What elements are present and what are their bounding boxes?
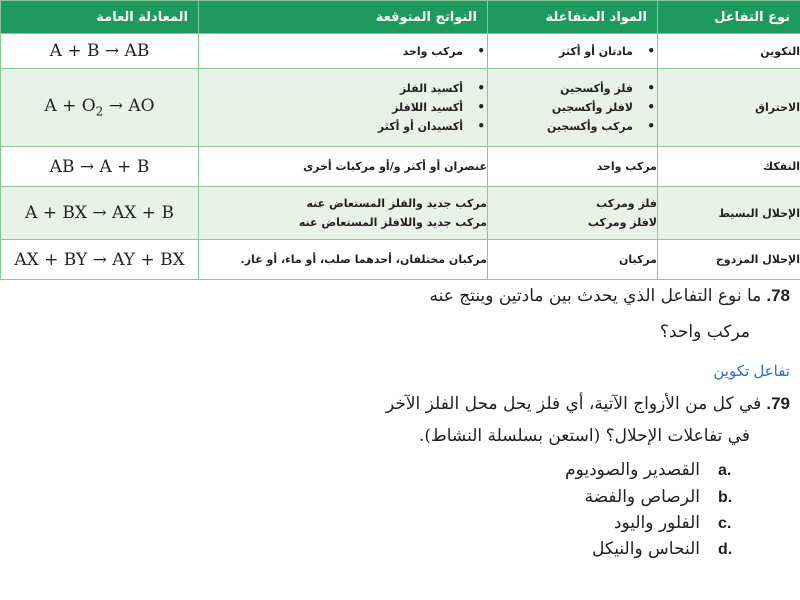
question-79-line2: في تفاعلات الإحلال؟ (استعن بسلسلة النشاط). — [418, 426, 750, 446]
question-78-line2: مركب واحد؟ — [659, 322, 750, 342]
reactants-cell — [488, 240, 658, 280]
list-item: • مركب وأكسجين — [488, 117, 657, 136]
plain-line: مركب جديد والفلز المستعاض عنه — [306, 197, 487, 210]
plain-line: فلز ومركب — [596, 197, 657, 210]
plain-line: مركب واحد — [596, 160, 657, 173]
header-general-equation: المعادلة العامة — [1, 1, 199, 34]
products-cell — [199, 34, 488, 69]
question-text-line1: ما نوع التفاعل الذي يحدث بين مادتين وينتج عنه — [429, 286, 762, 306]
option-text: الفلور واليود — [613, 513, 700, 533]
list-item: • فلز وأكسجين — [488, 79, 657, 98]
option-text: الرصاص والفضة — [584, 487, 700, 507]
question-79 — [10, 394, 790, 414]
list-item — [592, 539, 740, 559]
equation-subscript: 2 — [95, 104, 104, 119]
list-item — [614, 513, 740, 533]
equation-cell: A + B → AB — [1, 34, 199, 69]
option-text: النحاس والنيكل — [592, 539, 700, 559]
reactants-cell — [488, 34, 658, 69]
list-item — [585, 487, 740, 507]
list-item — [565, 460, 740, 480]
header-reaction-type: نوع التفاعل — [658, 1, 800, 34]
reaction-type-cell: الإحلال المزدوج — [658, 240, 800, 280]
option-letter: a. — [718, 462, 732, 479]
header-products: النواتج المتوقعة — [199, 1, 488, 34]
table-row — [1, 147, 800, 187]
reactants-cell — [488, 187, 658, 240]
table-header-row — [1, 1, 800, 34]
option-letter: c. — [718, 515, 732, 532]
products-cell — [199, 187, 488, 240]
table-row — [1, 187, 800, 240]
plain-line: مركبان مختلفان، أحدهما صلب، أو ماء، أو غاز. — [240, 253, 487, 266]
reactants-cell — [488, 69, 658, 147]
plain-line: مركب جديد واللافلز المستعاض عنه — [298, 216, 487, 229]
plain-line: لافلز ومركب — [587, 216, 657, 229]
equation-cell — [1, 69, 199, 147]
equation-cell: AB → A + B — [1, 147, 199, 187]
list-item: • لافلز وأكسجين — [488, 98, 657, 117]
table-row — [1, 240, 800, 280]
products-cell — [199, 69, 488, 147]
plain-line: عنصران أو أكثر و/أو مركبات أخرى — [303, 160, 487, 173]
equation-main: A + O — [44, 96, 96, 117]
reactants-cell — [488, 147, 658, 187]
reaction-type-cell: الاحتراق — [658, 69, 800, 147]
plain-line: مركبان — [618, 253, 657, 266]
list-item: • أكسيد اللافلز — [199, 98, 487, 117]
list-item: • مادتان أو أكثر — [488, 42, 657, 61]
question-number: 79. — [766, 394, 790, 413]
products-cell — [199, 147, 488, 187]
list-item: • مركب واحد — [199, 42, 487, 61]
equation-rest: → AO — [103, 96, 155, 117]
reaction-type-cell: الإحلال البسيط — [658, 187, 800, 240]
table-row — [1, 69, 800, 147]
option-text: القصدير والصوديوم — [565, 460, 700, 480]
reaction-types-table — [0, 0, 800, 280]
list-item: • أكسيدان أو أكثر — [199, 117, 487, 136]
table-row — [1, 34, 800, 69]
reaction-type-cell: التكوين — [658, 34, 800, 69]
list-item: • أكسيد الفلز — [199, 79, 487, 98]
reaction-type-cell: التفكك — [658, 147, 800, 187]
answer-text: تفاعل تكوين — [713, 363, 790, 380]
option-letter: b. — [718, 489, 733, 506]
equation-cell: A + BX → AX + B — [1, 187, 199, 240]
equation-cell: AX + BY → AY + BX — [1, 240, 199, 280]
header-reactants: المواد المتفاعلة — [488, 1, 658, 34]
question-number: 78. — [766, 286, 790, 305]
question-text-line1: في كل من الأزواج الآتية، أي فلز يحل محل الفلز الآخر — [385, 394, 762, 414]
question-78 — [10, 286, 790, 306]
products-cell — [199, 240, 488, 280]
option-letter: d. — [718, 541, 733, 558]
